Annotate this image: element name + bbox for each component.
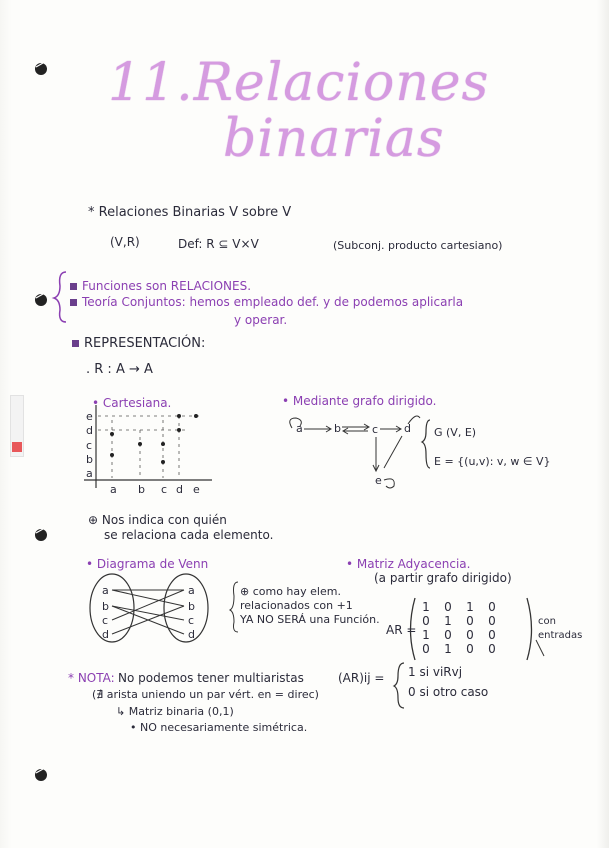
x-label-b: b xyxy=(138,483,145,496)
venn-note-1: ⊕ como hay elem. xyxy=(240,585,341,598)
representacion-heading: REPRESENTACIÓN: xyxy=(72,336,205,352)
matrix-side-1: con xyxy=(538,616,556,627)
intro-pair: (V,R) xyxy=(110,235,140,249)
venn-left-c: c xyxy=(102,614,109,627)
adyacencia-label: • Matriz Adyacencia. xyxy=(346,557,471,571)
nota-formula: (AR)ij = xyxy=(338,671,385,685)
venn-left-d: d xyxy=(102,628,109,641)
venn-label: • Diagrama de Venn xyxy=(86,557,209,571)
y-label-d: d xyxy=(86,424,93,437)
graph-g: G (V, E) xyxy=(434,426,477,439)
adyacencia-sub: (a partir grafo dirigido) xyxy=(374,571,512,585)
venn-left-b: b xyxy=(102,600,109,613)
title-line-1: 11.Relaciones xyxy=(108,53,490,113)
matrix-row: 1 0 0 0 xyxy=(422,628,496,642)
intro-subset-note: (Subconj. producto cartesiano) xyxy=(333,239,503,252)
title-line-2: binarias xyxy=(223,109,445,169)
graph-edges: E = {(u,v): v, w ∈ V} xyxy=(434,455,551,468)
venn-right-d: d xyxy=(188,628,195,641)
nota-line-2: (∄ arista uniendo un par vért. en = direc) xyxy=(92,688,319,701)
x-label-a: a xyxy=(110,483,117,496)
note-funciones: Funciones son RELACIONES. xyxy=(70,278,251,294)
node-b: b xyxy=(334,422,341,435)
matrix-row: 1 0 1 0 xyxy=(422,600,496,614)
venn-note-2: relacionados con +1 xyxy=(240,599,353,612)
node-e: e xyxy=(375,474,382,487)
matrix-row: 0 1 0 0 xyxy=(422,614,496,628)
x-label-d: d xyxy=(176,483,183,496)
nota-text: No podemos tener multiaristas xyxy=(118,671,304,685)
relation-definition: . R : A → A xyxy=(86,362,153,377)
cartesiana-caption-1: ⊕ Nos indica con quién xyxy=(88,513,227,527)
venn-right-c: c xyxy=(188,614,195,627)
node-c: c xyxy=(372,423,379,436)
matrix-row: 0 1 0 0 xyxy=(422,642,496,656)
node-d: d xyxy=(404,422,411,435)
adyacencia-name: AR = xyxy=(386,623,417,637)
note-teoria: Teoría Conjuntos: hemos empleado def. y de podemos aplicarla xyxy=(70,294,463,310)
x-label-c: c xyxy=(161,483,168,496)
venn-left-a: a xyxy=(102,584,109,597)
y-label-c: c xyxy=(86,439,93,452)
cartesiana-caption-2: se relaciona cada elemento. xyxy=(104,528,274,542)
matrix-side-2: entradas xyxy=(538,630,583,641)
intro-definition: Def: R ⊆ V×V xyxy=(178,237,259,251)
y-label-a: a xyxy=(86,467,93,480)
venn-right-a: a xyxy=(188,584,195,597)
nota-line-3: ↳ Matriz binaria (0,1) xyxy=(116,705,234,718)
venn-right-b: b xyxy=(188,600,195,613)
node-a: a xyxy=(296,422,303,435)
nota-label: * NOTA: xyxy=(68,671,115,685)
y-label-b: b xyxy=(86,453,93,466)
nota-line-4: • NO necesariamente simétrica. xyxy=(130,721,308,734)
grafo-label: • Mediante grafo dirigido. xyxy=(282,394,437,408)
y-label-e: e xyxy=(86,410,93,423)
cartesiana-label: • Cartesiana. xyxy=(92,396,172,410)
intro-heading: * Relaciones Binarias V sobre V xyxy=(88,205,292,220)
adjacency-matrix xyxy=(415,600,530,660)
x-label-e: e xyxy=(193,483,200,496)
nota-case-1: 1 si viRvj xyxy=(408,665,463,679)
nota-case-2: 0 si otro caso xyxy=(408,685,489,699)
note-teoria-cont: y operar. xyxy=(234,313,288,327)
venn-note-3: YA NO SERÁ una Función. xyxy=(240,613,380,626)
